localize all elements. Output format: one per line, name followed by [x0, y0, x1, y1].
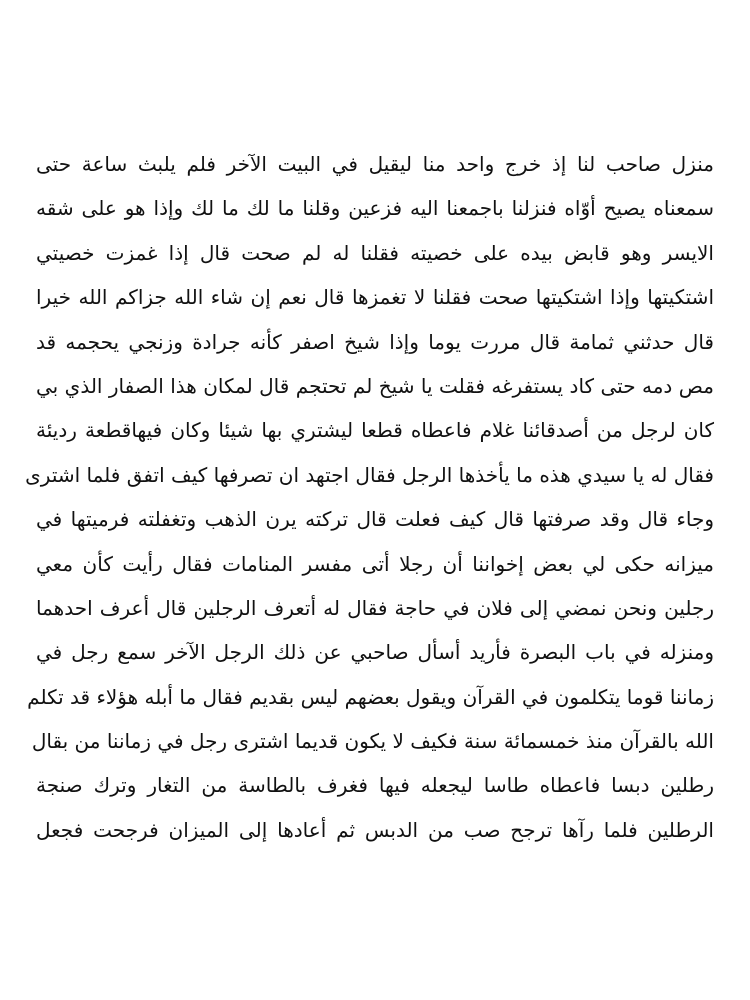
text-line: ومنزله في باب البصرة فأريد أسأل صاحبي عن ذلك الرجل الآخر سمع رجل في — [36, 640, 714, 665]
text-line: زماننا قوما يتكلمون في القرآن ويقول بعضهم ليس بقديم فقال ما أبله هؤلاء قد تكلم — [27, 684, 714, 709]
text-line: الله بالقرآن منذ خمسمائة سنة فكيف لا يكون قديما اشترى رجل في زماننا من بقال — [31, 729, 714, 754]
text-line: رجلين ونحن نمضي إلى فلان في حاجة فقال له أتعرف الرجلين قال أعرف احدهما — [36, 595, 714, 620]
text-line: وجاء قال وقد صرفتها قال كيف فعلت قال تركته يرن الذهب وتغفلته فرميتها في — [36, 507, 714, 532]
text-line: رطلين دبسا فاعطاه طاسا ليجعله فيها فغرف بالطاسة من التغار وترك صنجة — [36, 773, 714, 798]
text-line: الرطلين فلما رآها ترجح صب من الدبس ثم أعادها إلى الميزان فرجحت فجعل — [36, 817, 714, 842]
body-text — [25, 142, 714, 852]
text-line: اشتكيتها وإذا اشتكيتها صحت فقلنا لا تغمزها قال نعم إن شاء الله جزاكم الله خيرا — [36, 285, 714, 310]
text-line: سمعناه يصيح أوّاه فنزلنا باجمعنا اليه فزعين وقلنا ما لك ما لك وإذا هو على شقه — [36, 196, 714, 221]
text-line: منزل صاحب لنا إذ خرج واحد منا ليقيل في البيت الآخر فلم يلبث ساعة حتى — [36, 152, 714, 176]
text-line: فقال له يا سيدي هذه ما يأخذها الرجل فقال اجتهد ان تصرفها كيف اتفق فلما اشترى — [25, 462, 714, 487]
text-line: قال حدثني ثمامة قال مررت يوما وإذا شيخ اصفر كأنه جرادة وزنجي يحجمه قد — [36, 329, 714, 354]
text-line: كان لرجل من أصدقائنا غلام فاعطاه قطعا ليشتري بها شيئا وكان فيهاقطعة رديئة — [36, 418, 714, 443]
text-line: الايسر وهو قابض بيده على خصيته فقلنا له لم صحت قال إذا غمزت خصيتي — [36, 240, 714, 265]
text-line: مص دمه حتى كاد يستفرغه فقلت يا شيخ لم تحتجم قال لمكان هذا الصفار الذي بي — [36, 373, 714, 398]
text-line: ميزانه حكى لي بعض إخواننا أن رجلا أتى مفسر المنامات فقال رأيت كأن معي — [36, 551, 714, 576]
